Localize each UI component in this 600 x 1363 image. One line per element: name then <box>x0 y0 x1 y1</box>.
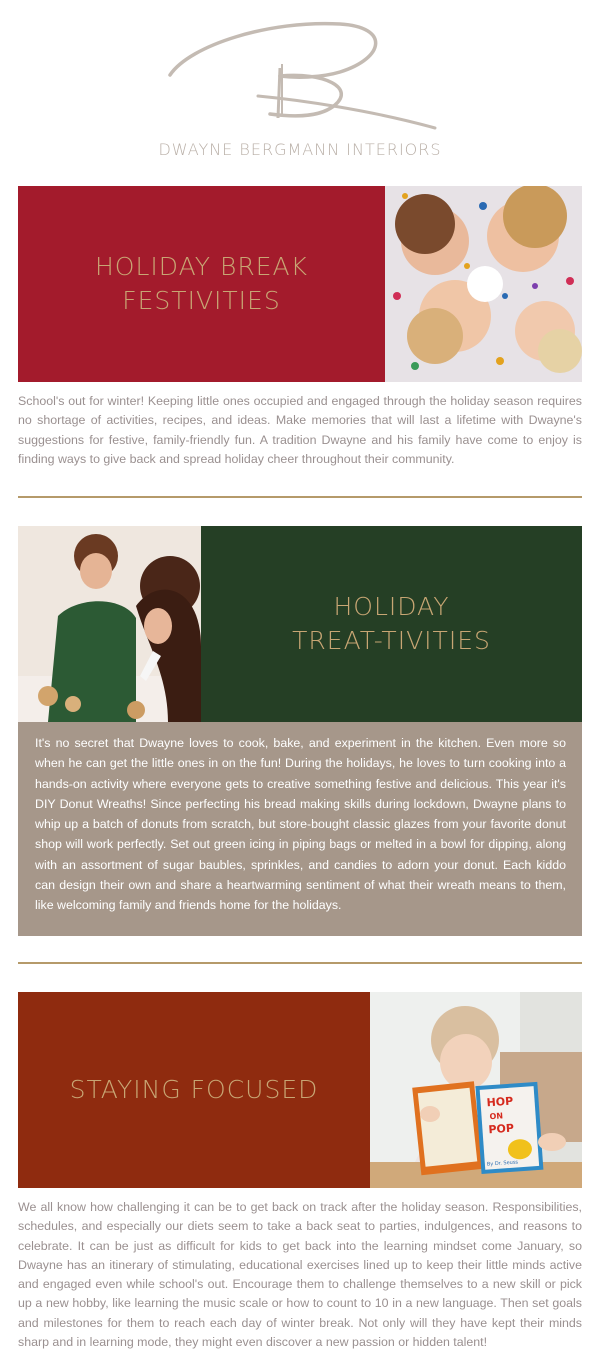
section-text-holiday-break: School's out for winter! Keeping little ones occupied and engaged through the holiday season requires no shortage of activities, recipes, and ideas. Make memories that will last a lifetime with Dwayne's suggestions for festive, family-friendly fun. A tradition Dwayne and his family have come to enjoy is finding ways to give back and spread holiday cheer throughout their community. <box>18 394 582 466</box>
girl-reading-photo <box>370 992 582 1188</box>
section-banner-holiday-break <box>18 186 582 382</box>
book-cover-hop: HOP <box>486 1094 514 1110</box>
section-title: HOLIDAY TREAT-TIVITIES <box>292 592 491 655</box>
section-title: STAYING FOCUSED <box>69 1075 319 1104</box>
section-text-treat-tivities: It's no secret that Dwayne loves to cook, bake, and experiment in the kitchen. Even more so when he can get the little ones in on the fun! During the holidays, he loves to turn cooking into a hands-on activity where everyone gets to creative something festive and delicious. This year it's DIY Donut Wreaths! Since perfecting his bread making skills during lockdown, Dwayne plans to whip up a batch of donuts from scratch, but store-bought classic glazes from your favorite donut shop will work perfectly. Set out green icing in piping bags or melted in a bowl for dipping, along with an assortment of sugar baubles, sprinkles, and candies to adorn your donut. Each kiddo can design their own and share a heartwarming sentiment of what their wreath means to them, like welcoming family and friends home for the holidays. <box>35 736 566 913</box>
brand-logo <box>0 0 600 175</box>
section-text-staying-focused: We all know how challenging it can be to get back on track after the holiday season. Responsibilities, schedules, and especially our diets seem to take a back seat to parties, indulgences, and reasons to celebrate. It can be just as difficult for kids to get back into the learning mindset come January, so Dwayne has an itinerary of stimulating, educational exercises lined up to keep their little minds active and engaged even while school's out. Encourage them to challenge themselves to a new skill or pick up a new hobby, like learning the music scale or how to count to 10 in a new language. Then set goals and milestones for them to reach each day of winter break. Not only will they have kept their minds sharp and in learning mode, they might even discover a new passion or hidden talent! <box>18 1200 582 1350</box>
book-cover-on: ON <box>489 1111 504 1122</box>
cookie-decorating-photo <box>18 526 201 722</box>
section-divider <box>18 962 582 964</box>
section-banner-treat-tivities <box>18 526 582 722</box>
section-banner-staying-focused <box>18 992 582 1188</box>
monogram-icon <box>150 10 450 135</box>
book-cover-author: By Dr. Seuss <box>486 1159 519 1168</box>
section-divider <box>18 496 582 498</box>
title-panel <box>18 992 370 1188</box>
book-cover-pop: POP <box>488 1121 515 1137</box>
callout-box <box>18 722 582 936</box>
title-panel <box>201 526 582 722</box>
children-confetti-photo <box>385 186 582 382</box>
section-title: HOLIDAY BREAK FESTIVITIES <box>95 252 308 315</box>
title-panel <box>18 186 385 382</box>
brand-name: DWAYNE BERGMANN INTERIORS <box>158 140 442 159</box>
